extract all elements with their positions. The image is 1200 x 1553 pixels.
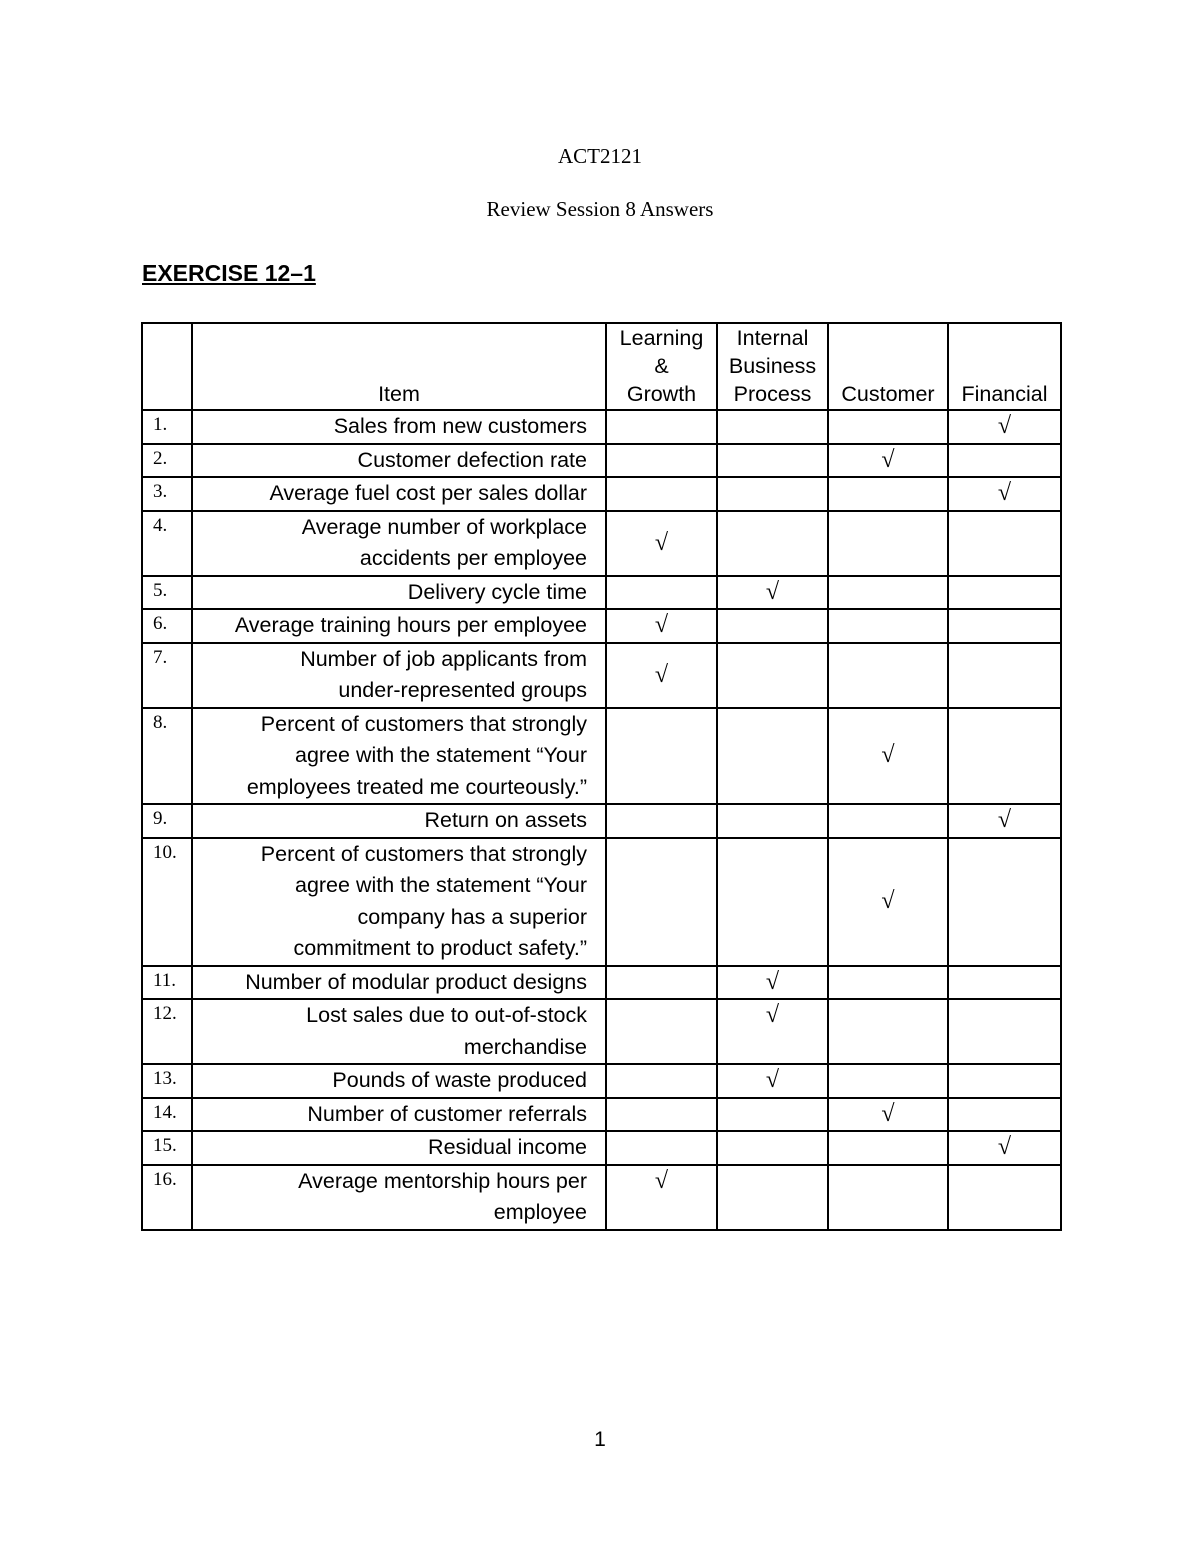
cell-financial: [948, 1131, 1061, 1165]
header-number: [142, 323, 192, 410]
table-row: [142, 966, 1061, 1000]
check-mark-icon: √: [881, 742, 895, 769]
cell-internal-business-process: [717, 511, 828, 576]
row-item: [192, 708, 606, 805]
header-item-label: Item: [378, 382, 420, 406]
row-number: 12.: [142, 999, 192, 1064]
cell-customer: [828, 444, 948, 478]
cell-internal-business-process: [717, 643, 828, 708]
check-mark-icon: √: [654, 612, 669, 638]
cell-internal-business-process: [717, 609, 828, 643]
row-item: [192, 444, 606, 478]
cell-learning-growth: [606, 999, 717, 1064]
header-learning-growth-line2: &: [654, 354, 669, 378]
row-item: [192, 410, 606, 444]
header-financial-label: Financial: [961, 382, 1048, 406]
cell-internal-business-process: [717, 576, 828, 610]
page-number: 1: [594, 1428, 606, 1451]
row-item: [192, 1064, 606, 1098]
row-item-line: Average number of workplace: [301, 514, 587, 539]
row-item-line: Delivery cycle time: [407, 579, 587, 604]
row-number: 9.: [142, 804, 192, 838]
exercise-heading: EXERCISE 12–1: [142, 260, 316, 286]
cell-financial: [948, 1098, 1061, 1132]
cell-learning-growth: [606, 643, 717, 708]
header-internal-business-process: [717, 323, 828, 410]
row-number: 2.: [142, 444, 192, 478]
row-item-line: Average fuel cost per sales dollar: [269, 481, 587, 505]
row-item-line: Average mentorship hours per: [298, 1168, 587, 1193]
row-number: 4.: [142, 511, 192, 576]
cell-internal-business-process: [717, 477, 828, 511]
check-mark-icon: √: [654, 661, 669, 688]
cell-customer: [828, 477, 948, 511]
cell-learning-growth: [606, 444, 717, 478]
row-item-line: company has a superior: [357, 904, 587, 929]
row-item: [192, 966, 606, 1000]
row-item: [192, 1098, 606, 1132]
row-item-line: Customer defection rate: [357, 447, 587, 472]
cell-customer: [828, 609, 948, 643]
table-row: [142, 609, 1061, 643]
header-internal-line3: Process: [733, 382, 812, 406]
row-item-line: Return on assets: [424, 808, 587, 832]
table-body: [142, 410, 1061, 1230]
row-item: [192, 643, 606, 708]
cell-financial: [948, 966, 1061, 1000]
cell-internal-business-process: [717, 838, 828, 966]
cell-financial: [948, 643, 1061, 708]
cell-financial: [948, 999, 1061, 1064]
row-number: 11.: [142, 966, 192, 1000]
row-number: 14.: [142, 1098, 192, 1132]
row-item-line: Percent of customers that strongly: [260, 711, 587, 736]
check-mark-icon: √: [654, 1167, 669, 1194]
cell-internal-business-process: [717, 444, 828, 478]
row-number: 1.: [142, 410, 192, 444]
cell-financial: [948, 708, 1061, 805]
row-item-line: employee: [493, 1200, 587, 1224]
row-item: [192, 804, 606, 838]
cell-learning-growth: [606, 838, 717, 966]
cell-financial: [948, 804, 1061, 838]
header-learning-growth-line1: Learning: [619, 326, 704, 350]
row-item-line: commitment to product safety.”: [293, 936, 587, 960]
check-mark-icon: √: [654, 529, 669, 556]
row-item-line: agree with the statement “Your: [294, 873, 587, 897]
check-mark-icon: √: [765, 1002, 780, 1028]
row-item-line: accidents per employee: [359, 546, 587, 570]
row-item: [192, 477, 606, 511]
row-number: 3.: [142, 477, 192, 511]
row-item-line: Sales from new customers: [333, 414, 587, 438]
cell-customer: [828, 999, 948, 1064]
check-mark-icon: √: [997, 807, 1012, 833]
header-internal-line2: Business: [728, 354, 817, 378]
row-item: [192, 1131, 606, 1165]
table-row: [142, 1098, 1061, 1132]
row-number: 6.: [142, 609, 192, 643]
check-mark-icon: √: [997, 480, 1012, 506]
header-learning-growth: [606, 323, 717, 410]
check-mark-icon: √: [997, 413, 1012, 439]
cell-customer: [828, 1131, 948, 1165]
cell-learning-growth: [606, 477, 717, 511]
row-item: [192, 609, 606, 643]
table-row: [142, 410, 1061, 444]
cell-customer: [828, 1098, 948, 1132]
cell-learning-growth: [606, 410, 717, 444]
check-mark-icon: √: [881, 888, 895, 914]
cell-customer: [828, 966, 948, 1000]
cell-internal-business-process: [717, 1131, 828, 1165]
row-number: 8.: [142, 708, 192, 805]
cell-financial: [948, 1064, 1061, 1098]
cell-learning-growth: [606, 1165, 717, 1230]
check-mark-icon: √: [881, 446, 895, 473]
table-row: [142, 477, 1061, 511]
cell-financial: [948, 609, 1061, 643]
cell-customer: [828, 511, 948, 576]
cell-learning-growth: [606, 804, 717, 838]
row-item-line: merchandise: [463, 1034, 587, 1059]
cell-financial: [948, 838, 1061, 966]
cell-customer: [828, 576, 948, 610]
cell-learning-growth: [606, 1098, 717, 1132]
row-item-line: Average training hours per employee: [234, 613, 587, 637]
check-mark-icon: √: [765, 1067, 780, 1093]
cell-internal-business-process: [717, 1098, 828, 1132]
table-row: [142, 1165, 1061, 1230]
row-item: [192, 999, 606, 1064]
cell-financial: [948, 1165, 1061, 1230]
cell-internal-business-process: [717, 410, 828, 444]
row-item: [192, 511, 606, 576]
check-mark-icon: √: [765, 968, 780, 995]
cell-financial: [948, 511, 1061, 576]
row-item-line: Number of modular product designs: [245, 969, 587, 994]
table-row: [142, 643, 1061, 708]
cell-internal-business-process: [717, 999, 828, 1064]
check-mark-icon: √: [765, 578, 780, 605]
cell-internal-business-process: [717, 1064, 828, 1098]
row-item-line: Residual income: [428, 1135, 587, 1159]
cell-customer: [828, 708, 948, 805]
table-row: [142, 804, 1061, 838]
row-number: 15.: [142, 1131, 192, 1165]
document-title: ACT2121: [558, 144, 642, 168]
cell-internal-business-process: [717, 804, 828, 838]
balanced-scorecard-table: [141, 322, 1062, 1231]
cell-customer: [828, 1165, 948, 1230]
cell-learning-growth: [606, 708, 717, 805]
cell-customer: [828, 1064, 948, 1098]
table-header-row: [142, 323, 1061, 410]
header-customer-label: Customer: [841, 382, 935, 406]
header-customer: [828, 323, 948, 410]
cell-customer: [828, 838, 948, 966]
check-mark-icon: √: [881, 1100, 895, 1127]
header-item: [192, 323, 606, 410]
document-subtitle: Review Session 8 Answers: [486, 197, 714, 221]
cell-learning-growth: [606, 511, 717, 576]
cell-customer: [828, 804, 948, 838]
row-item-line: Number of customer referrals: [307, 1101, 587, 1126]
table-row: [142, 999, 1061, 1064]
cell-internal-business-process: [717, 708, 828, 805]
cell-learning-growth: [606, 576, 717, 610]
row-item: [192, 838, 606, 966]
row-item-line: Percent of customers that strongly: [260, 841, 587, 866]
row-item: [192, 576, 606, 610]
cell-learning-growth: [606, 609, 717, 643]
cell-internal-business-process: [717, 1165, 828, 1230]
check-mark-icon: √: [997, 1134, 1012, 1160]
row-number: 7.: [142, 643, 192, 708]
cell-learning-growth: [606, 1131, 717, 1165]
header-learning-growth-line3: Growth: [626, 382, 697, 406]
cell-financial: [948, 576, 1061, 610]
header-internal-line1: Internal: [736, 326, 809, 350]
table-row: [142, 838, 1061, 966]
table-row: [142, 444, 1061, 478]
header-financial: [948, 323, 1061, 410]
row-number: 16.: [142, 1165, 192, 1230]
row-item-line: Pounds of waste produced: [332, 1068, 587, 1092]
cell-financial: [948, 444, 1061, 478]
row-item-line: Lost sales due to out-of-stock: [306, 1003, 587, 1027]
table-row: [142, 1064, 1061, 1098]
row-item: [192, 1165, 606, 1230]
table-row: [142, 1131, 1061, 1165]
cell-financial: [948, 410, 1061, 444]
cell-customer: [828, 643, 948, 708]
table-row: [142, 511, 1061, 576]
table-row: [142, 576, 1061, 610]
row-item-line: employees treated me courteously.”: [246, 774, 587, 799]
row-item-line: under-represented groups: [338, 678, 587, 702]
row-item-line: agree with the statement “Your: [294, 743, 587, 767]
row-number: 13.: [142, 1064, 192, 1098]
cell-learning-growth: [606, 1064, 717, 1098]
cell-learning-growth: [606, 966, 717, 1000]
row-item-line: Number of job applicants from: [300, 646, 587, 671]
row-number: 10.: [142, 838, 192, 966]
row-number: 5.: [142, 576, 192, 610]
cell-financial: [948, 477, 1061, 511]
cell-internal-business-process: [717, 966, 828, 1000]
cell-customer: [828, 410, 948, 444]
table-row: [142, 708, 1061, 805]
